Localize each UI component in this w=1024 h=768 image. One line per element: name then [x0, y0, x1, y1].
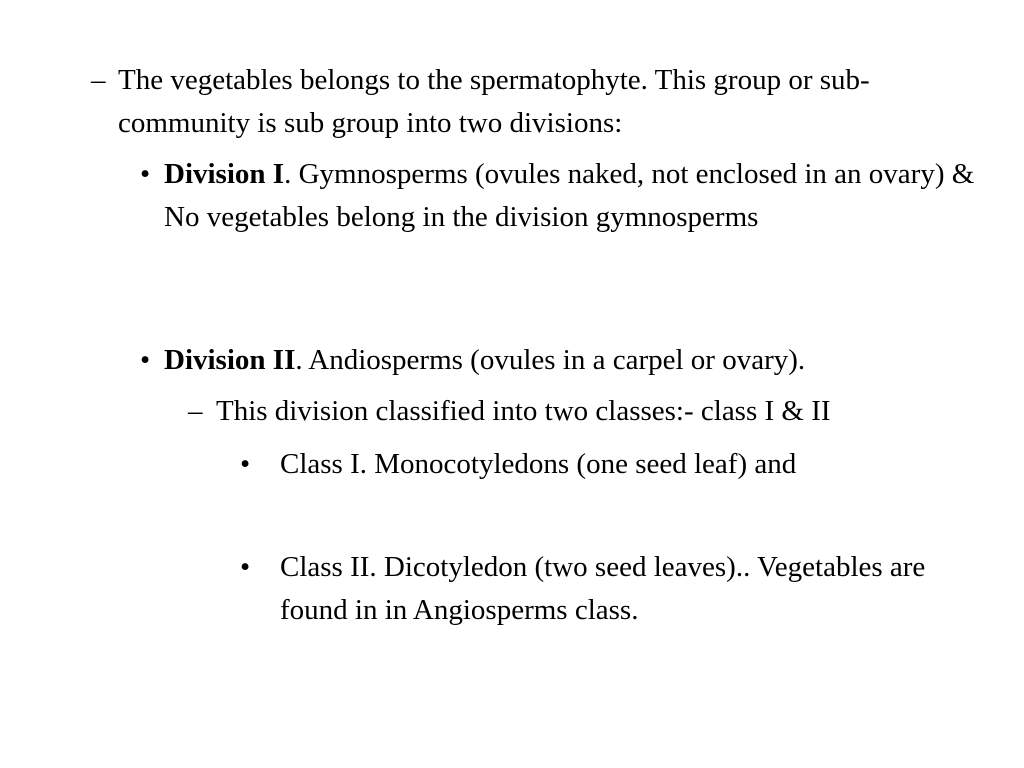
- bullet-marker: •: [240, 448, 251, 480]
- bullet-text: [164, 339, 984, 382]
- bullet-item-division-2: [140, 339, 984, 382]
- bullet-marker: •: [140, 158, 151, 190]
- division-1-description: . Gymnosperms (ovules naked, not enclosed in an ovary) & No vegetables belong in the division gymnosperms: [164, 158, 975, 233]
- dash-marker: –: [188, 395, 203, 427]
- bullet-item-classes: [188, 390, 996, 433]
- bullet-item-class-2: [240, 546, 980, 632]
- division-2-description: . Andiosperms (ovules in a carpel or ovary).: [295, 344, 806, 376]
- bullet-text: [164, 153, 984, 239]
- bullet-marker: •: [140, 344, 151, 376]
- dash-marker: –: [91, 64, 106, 96]
- bullet-item-division-1: [140, 153, 984, 239]
- division-1-label: Division I: [164, 158, 285, 190]
- bullet-text: This division classified into two classes:- class I & II: [216, 395, 831, 427]
- bullet-text: Class II. Dicotyledon (two seed leaves).. Vegetables are found in in Angiosperms class.: [280, 551, 926, 626]
- bullet-item-class-1: [240, 443, 980, 486]
- division-2-label: Division II: [164, 344, 296, 376]
- bullet-marker: •: [240, 551, 251, 583]
- bullet-text: Class I. Monocotyledons (one seed leaf) and: [280, 448, 797, 480]
- bullet-item-spermatophyte: [91, 59, 988, 145]
- bullet-text: The vegetables belongs to the spermatophyte. This group or sub-community is sub group into two divisions:: [118, 64, 870, 139]
